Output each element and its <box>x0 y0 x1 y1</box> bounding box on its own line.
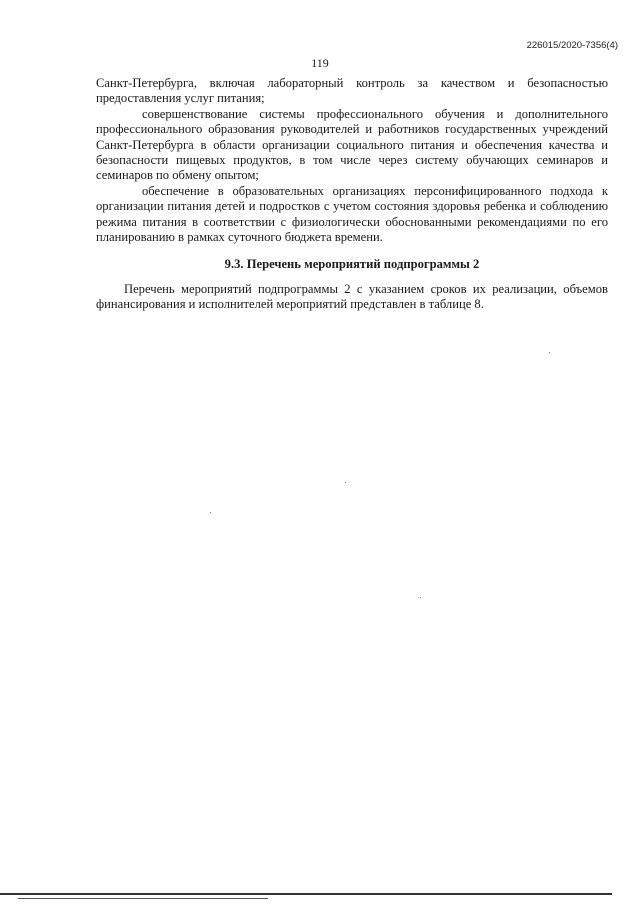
scan-speck <box>420 597 421 598</box>
bottom-scan-edge <box>0 893 612 895</box>
paragraph-continuation: Санкт-Петербурга, включая лабораторный контроль за качеством и безопасностью предоставления услуг питания; <box>96 76 608 106</box>
section-heading: 9.3. Перечень мероприятий подпрограммы 2 <box>224 257 480 272</box>
page-number: 119 <box>311 56 329 70</box>
document-body <box>96 76 608 313</box>
bottom-scan-edge-thin <box>18 898 268 899</box>
paragraph-personalized-approach: обеспечение в образовательных организациях персонифицированного подхода к организации питания детей и подростков с учетом состояния здоровья ребенка и соблюдению режима питания в соответствии с физиологически обоснованными рекомендациями по его планированию в рамках суточного бюджета времени. <box>96 183 608 245</box>
scan-speck <box>210 512 211 513</box>
paragraph-training: совершенствование системы профессионального обучения и дополнительного профессионального образования руководителей и работников государственных учреждений Санкт-Петербурга в области организации социального питания и обеспечения качества и безопасности пищевых продуктов, в том числе через систему обучающих семинаров и семинаров по обмену опытом; <box>96 106 608 183</box>
document-id: 226015/2020-7356(4) <box>526 40 618 51</box>
paragraph-activities-list: Перечень мероприятий подпрограммы 2 с указанием сроков их реализации, объемов финансирования и исполнителей мероприятий представлен в таблице 8. <box>96 281 608 312</box>
scan-speck <box>345 482 346 483</box>
scan-speck <box>549 352 550 353</box>
